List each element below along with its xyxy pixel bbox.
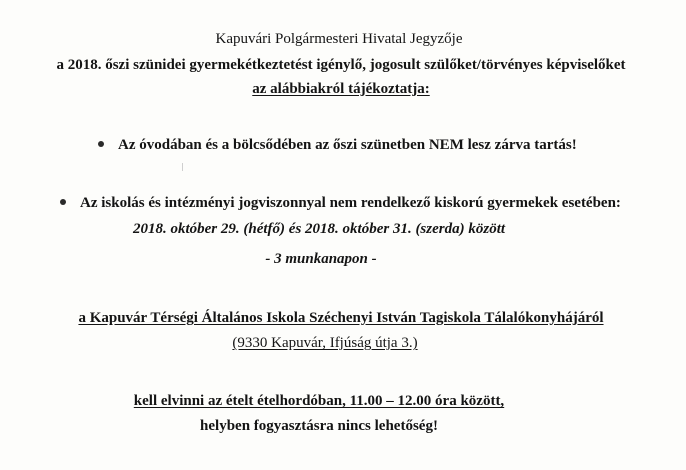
intro-line: a 2018. őszi szünidei gyermekétkeztetést igénylő, jogosult szülőket/törvényes képviselőket — [56, 57, 626, 73]
bullet-icon — [98, 141, 104, 147]
workdays-line: - 3 munkanapon - — [265, 251, 377, 267]
bullet-item-1 — [98, 136, 577, 154]
location-line: a Kapuvár Térségi Általános Iskola Széchenyi István Tagiskola Tálalókonyhájáról — [78, 310, 604, 326]
intro-underlined: az alábbiakról tájékoztatja: — [252, 81, 430, 97]
address-line: (9330 Kapuvár, Ifjúság útja 3.) — [232, 335, 418, 351]
bullet-item-2 — [60, 194, 621, 212]
final-line: helyben fogyasztásra nincs lehetőség! — [200, 418, 438, 434]
issuer-line: Kapuvári Polgármesteri Hivatal Jegyzője — [215, 31, 463, 47]
bullet-1-text: Az óvodában és a bölcsődében az őszi szünetben NEM lesz zárva tartás! — [118, 137, 577, 153]
bullet-icon — [60, 199, 66, 205]
pickup-line: kell elvinni az ételt ételhordóban, 11.00 – 12.00 óra között, — [133, 393, 505, 409]
bullet-2-text: Az iskolás és intézményi jogviszonnyal nem rendelkező kiskorú gyermekek esetében: — [80, 195, 621, 211]
dates-line: 2018. október 29. (hétfő) és 2018. október 31. (szerda) között — [132, 221, 506, 237]
scan-speck — [182, 163, 183, 171]
